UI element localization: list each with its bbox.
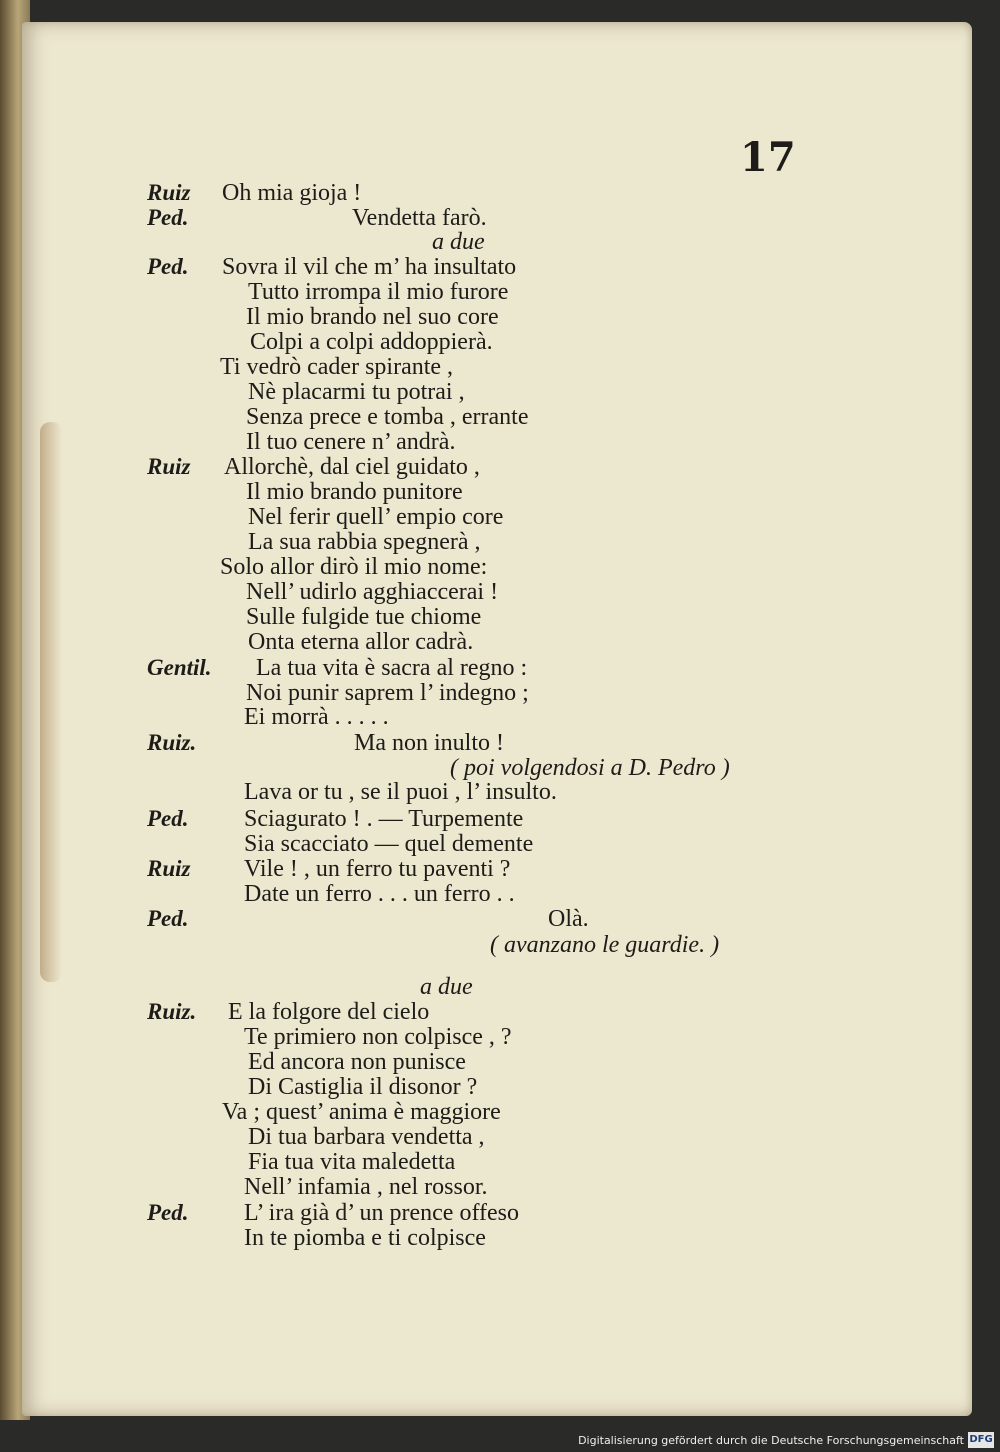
verse-line [22, 755, 972, 781]
dfg-logo: DFG [968, 1432, 994, 1448]
speaker-label: Ped. [147, 806, 189, 831]
verse-text-line: Fia tua vita maledetta [248, 1149, 456, 1175]
verse-line [22, 629, 972, 655]
stage-direction: ( avanzano le guardie. ) [490, 932, 720, 958]
verse-text-line: L’ ira già d’ un prence offeso [244, 1200, 520, 1226]
verse-text-line: Oh mia gioja ! [222, 180, 362, 206]
verse-text-line: Nè placarmi tu potrai , [248, 379, 465, 405]
verse-text-line: La sua rabbia spegnerà , [248, 529, 481, 555]
verse-line [22, 379, 972, 405]
verse-line [22, 404, 972, 430]
verse-text-line: Sciagurato ! . — Turpemente [244, 806, 524, 832]
verse-text-line: Il tuo cenere n’ andrà. [246, 429, 456, 455]
verse-line [22, 680, 972, 706]
verse-text-line: Nell’ infamia , nel rossor. [244, 1174, 488, 1200]
verse-text-line: La tua vita è sacra al regno : [256, 655, 528, 681]
verse-line [22, 1174, 972, 1200]
verse-line [22, 779, 972, 805]
verse-text-line: E la folgore del cielo [228, 999, 430, 1025]
verse-line [22, 1200, 972, 1226]
speaker-label: Ruiz [147, 180, 191, 205]
speaker-label: Ruiz [147, 856, 191, 881]
verse-text-line: Ti vedrò cader spirante , [220, 354, 454, 380]
verse-line [22, 730, 972, 756]
verse-line [22, 180, 972, 206]
verse-line [22, 479, 972, 505]
verse-text-line: Onta eterna allor cadrà. [248, 629, 474, 655]
verse-text-line: Lava or tu , se il puoi , l’ insulto. [244, 779, 557, 805]
speaker-label: Ped. [147, 1200, 189, 1225]
verse-line [22, 604, 972, 630]
speaker-label: Ruiz [147, 454, 191, 479]
stage-direction: a due [420, 974, 473, 1000]
verse-line [22, 1099, 972, 1125]
verse-text-line: Il mio brando nel suo core [246, 304, 499, 330]
verse-line [22, 999, 972, 1025]
verse-text-line: In te piomba e ti colpisce [244, 1225, 486, 1251]
verse-line [22, 354, 972, 380]
verse-line [22, 704, 972, 730]
verse-line [22, 974, 972, 1000]
verse-line [22, 1124, 972, 1150]
verse-line [22, 279, 972, 305]
verse-line [22, 1049, 972, 1075]
verse-text-line: Sia scacciato — quel demente [244, 831, 534, 857]
page-number: 17 [740, 134, 796, 181]
verse-text-line: Ma non inulto ! [354, 730, 504, 756]
verse-text-line: Nell’ udirlo agghiaccerai ! [246, 579, 499, 605]
speaker-label: Ped. [147, 906, 189, 931]
book-page [22, 22, 972, 1416]
verse-line [22, 454, 972, 480]
verse-line [22, 881, 972, 907]
verse-line [22, 932, 972, 958]
verse-line [22, 1225, 972, 1251]
verse-line [22, 1024, 972, 1050]
verse-text-line: Vendetta farò. [352, 205, 487, 231]
digitization-credit: Digitalisierung gefördert durch die Deutsche Forschungsgemeinschaft [578, 1434, 964, 1447]
verse-line [22, 529, 972, 555]
verse-line [22, 304, 972, 330]
verse-text-line: Te primiero non colpisce , ? [244, 1024, 512, 1050]
verse-text-line: Vile ! , un ferro tu paventi ? [244, 856, 511, 882]
speaker-label: Ruiz. [147, 999, 197, 1024]
verse-text-line: Allorchè, dal ciel guidato , [224, 454, 480, 480]
verse-text-line: Va ; quest’ anima è maggiore [222, 1099, 501, 1125]
verse-line [22, 1149, 972, 1175]
verse-line [22, 806, 972, 832]
stage-direction: a due [432, 229, 485, 255]
verse-text-line: Sulle fulgide tue chiome [246, 604, 482, 630]
verse-text-line: Di Castiglia il disonor ? [248, 1074, 478, 1100]
verse-line [22, 429, 972, 455]
verse-text-line: Olà. [548, 906, 589, 932]
verse-line [22, 579, 972, 605]
stage-direction: ( poi volgendosi a D. Pedro ) [450, 755, 730, 781]
verse-text-line: Nel ferir quell’ empio core [248, 504, 504, 530]
verse-text-line: Solo allor dirò il mio nome: [220, 554, 488, 580]
verse-text-line: Di tua barbara vendetta , [248, 1124, 485, 1150]
verse-line [22, 554, 972, 580]
verse-line [22, 831, 972, 857]
speaker-label: Ped. [147, 254, 189, 279]
verse-line [22, 1074, 972, 1100]
verse-text-line: Ei morrà . . . . . [244, 704, 389, 730]
verse-line [22, 655, 972, 681]
verse-text-line: Il mio brando punitore [246, 479, 463, 505]
verse-text-line: Noi punir saprem l’ indegno ; [246, 680, 529, 706]
verse-line [22, 205, 972, 231]
verse-line [22, 229, 972, 255]
verse-line [22, 329, 972, 355]
verse-line [22, 906, 972, 932]
verse-text-line: Tutto irrompa il mio furore [248, 279, 509, 305]
verse-text-line: Date un ferro . . . un ferro . . [244, 881, 515, 907]
verse-text-line: Sovra il vil che m’ ha insultato [222, 254, 517, 280]
verse-line [22, 254, 972, 280]
speaker-label: Ruiz. [147, 730, 197, 755]
speaker-label: Ped. [147, 205, 189, 230]
verse-line [22, 504, 972, 530]
verse-text-line: Senza prece e tomba , errante [246, 404, 529, 430]
verse-text-line: Ed ancora non punisce [248, 1049, 466, 1075]
verse-line [22, 856, 972, 882]
verse-text-line: Colpi a colpi addoppierà. [250, 329, 493, 355]
speaker-label: Gentil. [147, 655, 212, 680]
